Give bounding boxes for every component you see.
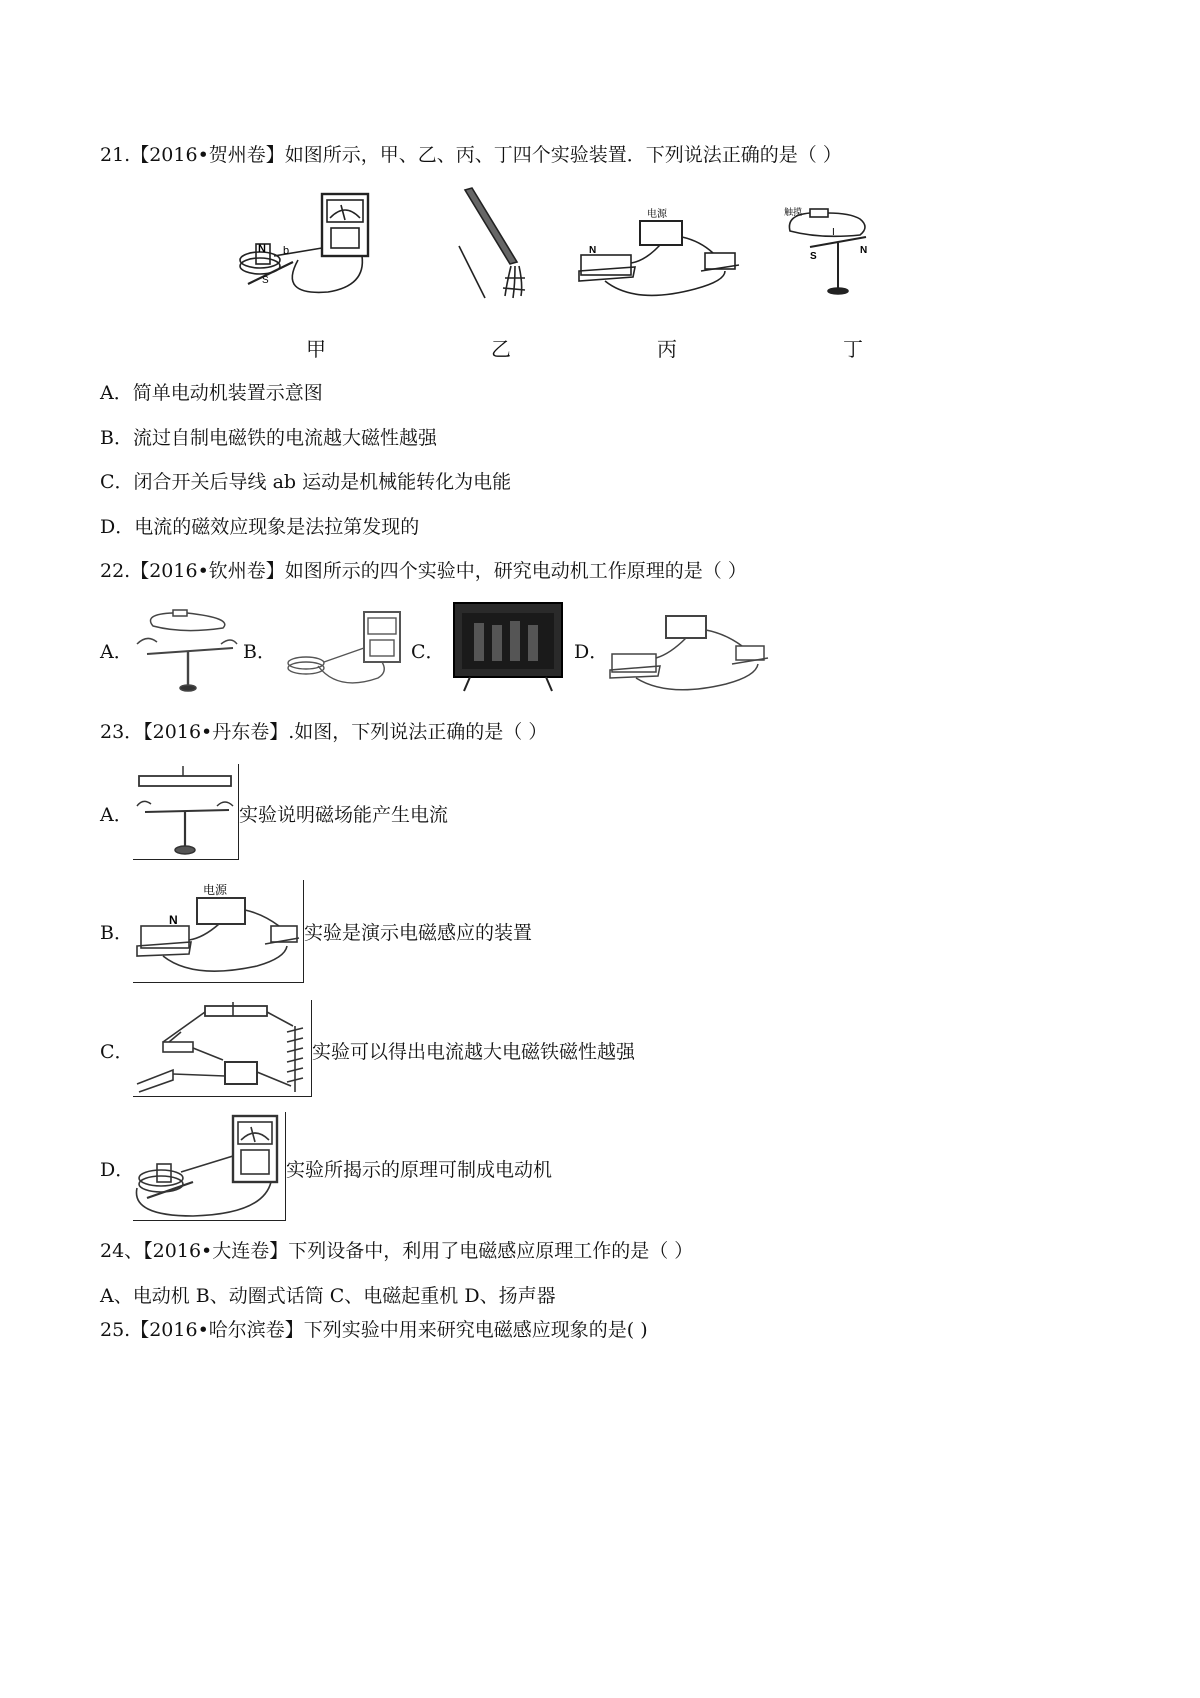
q21-option-d: D．电流的磁效应现象是法拉第发现的 (100, 516, 420, 538)
q21-option-b: B．流过自制电磁铁的电流越大磁性越强 (100, 427, 437, 449)
q21-bing-power-label: 电源 (647, 209, 667, 220)
svg-text:S: S (810, 251, 817, 262)
q23-figure-b (133, 880, 304, 983)
q21-figure-bing (575, 205, 745, 300)
q22-figure-c (452, 601, 564, 693)
q21-caption-yi: 乙 (491, 337, 511, 361)
q22-letter-c: C． (411, 641, 445, 663)
q23-figure-a (133, 764, 239, 860)
q23-b-power-label: 电源 (203, 883, 228, 897)
q21-figure-yi (455, 186, 550, 311)
svg-text:N: N (860, 245, 868, 256)
q25-stem: 25.【2016•哈尔滨卷】下列实验中用来研究电磁感应现象的是( ) (100, 1319, 648, 1341)
q23-figure-c (133, 1000, 312, 1097)
q21-ding-power-label: 触摸 (784, 208, 803, 218)
q22-stem: 22.【2016•钦州卷】如图所示的四个实验中，研究电动机工作原理的是（ ） (100, 560, 747, 582)
q23-option-c-text: 实验可以得出电流越大电磁铁磁性越强 (312, 1041, 636, 1063)
q22-figure-a (133, 604, 241, 694)
q23-stem: 23．【2016•丹东卷】.如图，下列说法正确的是（ ） (100, 721, 548, 743)
q23-figure-d (133, 1112, 286, 1221)
q22-figure-b (278, 608, 406, 696)
q21-figure-jia (238, 188, 373, 298)
q22-letter-d: D． (574, 641, 609, 663)
svg-text:N: N (169, 913, 178, 927)
q21-caption-bing: 丙 (657, 337, 677, 361)
q24-stem: 24、【2016•大连卷】下列设备中，利用了电磁感应原理工作的是（ ） (100, 1240, 694, 1262)
svg-text:b: b (283, 245, 290, 257)
svg-text:N: N (589, 245, 597, 256)
q21-caption-jia: 甲 (306, 337, 326, 361)
svg-text:N: N (258, 243, 266, 255)
q21-stem: 21.【2016•贺州卷】如图所示，甲、乙、丙、丁四个实验装置．下列说法正确的是（ ） (100, 144, 842, 166)
q21-caption-ding: 丁 (843, 337, 863, 361)
q23-letter-b: B． (100, 922, 133, 944)
svg-text:I: I (832, 227, 835, 238)
q23-option-b-text: 实验是演示电磁感应的装置 (304, 922, 533, 944)
q23-letter-c: C． (100, 1041, 134, 1063)
svg-text:S: S (262, 275, 269, 286)
q24-options: A、电动机 B、动圈式话筒 C、电磁起重机 D、扬声器 (100, 1285, 556, 1307)
q22-figure-d (608, 606, 776, 692)
q22-letter-a: A． (100, 641, 133, 663)
q23-option-a-text: 实验说明磁场能产生电流 (239, 804, 449, 826)
q23-letter-d: D． (100, 1159, 135, 1181)
q21-option-c: C．闭合开关后导线 ab 运动是机械能转化为电能 (100, 471, 512, 493)
q23-letter-a: A． (100, 804, 133, 826)
q21-option-a: A．简单电动机装置示意图 (100, 382, 323, 404)
q21-figure-ding (780, 205, 875, 300)
q22-letter-b: B． (243, 641, 276, 663)
q23-option-d-text: 实验所揭示的原理可制成电动机 (286, 1159, 553, 1181)
